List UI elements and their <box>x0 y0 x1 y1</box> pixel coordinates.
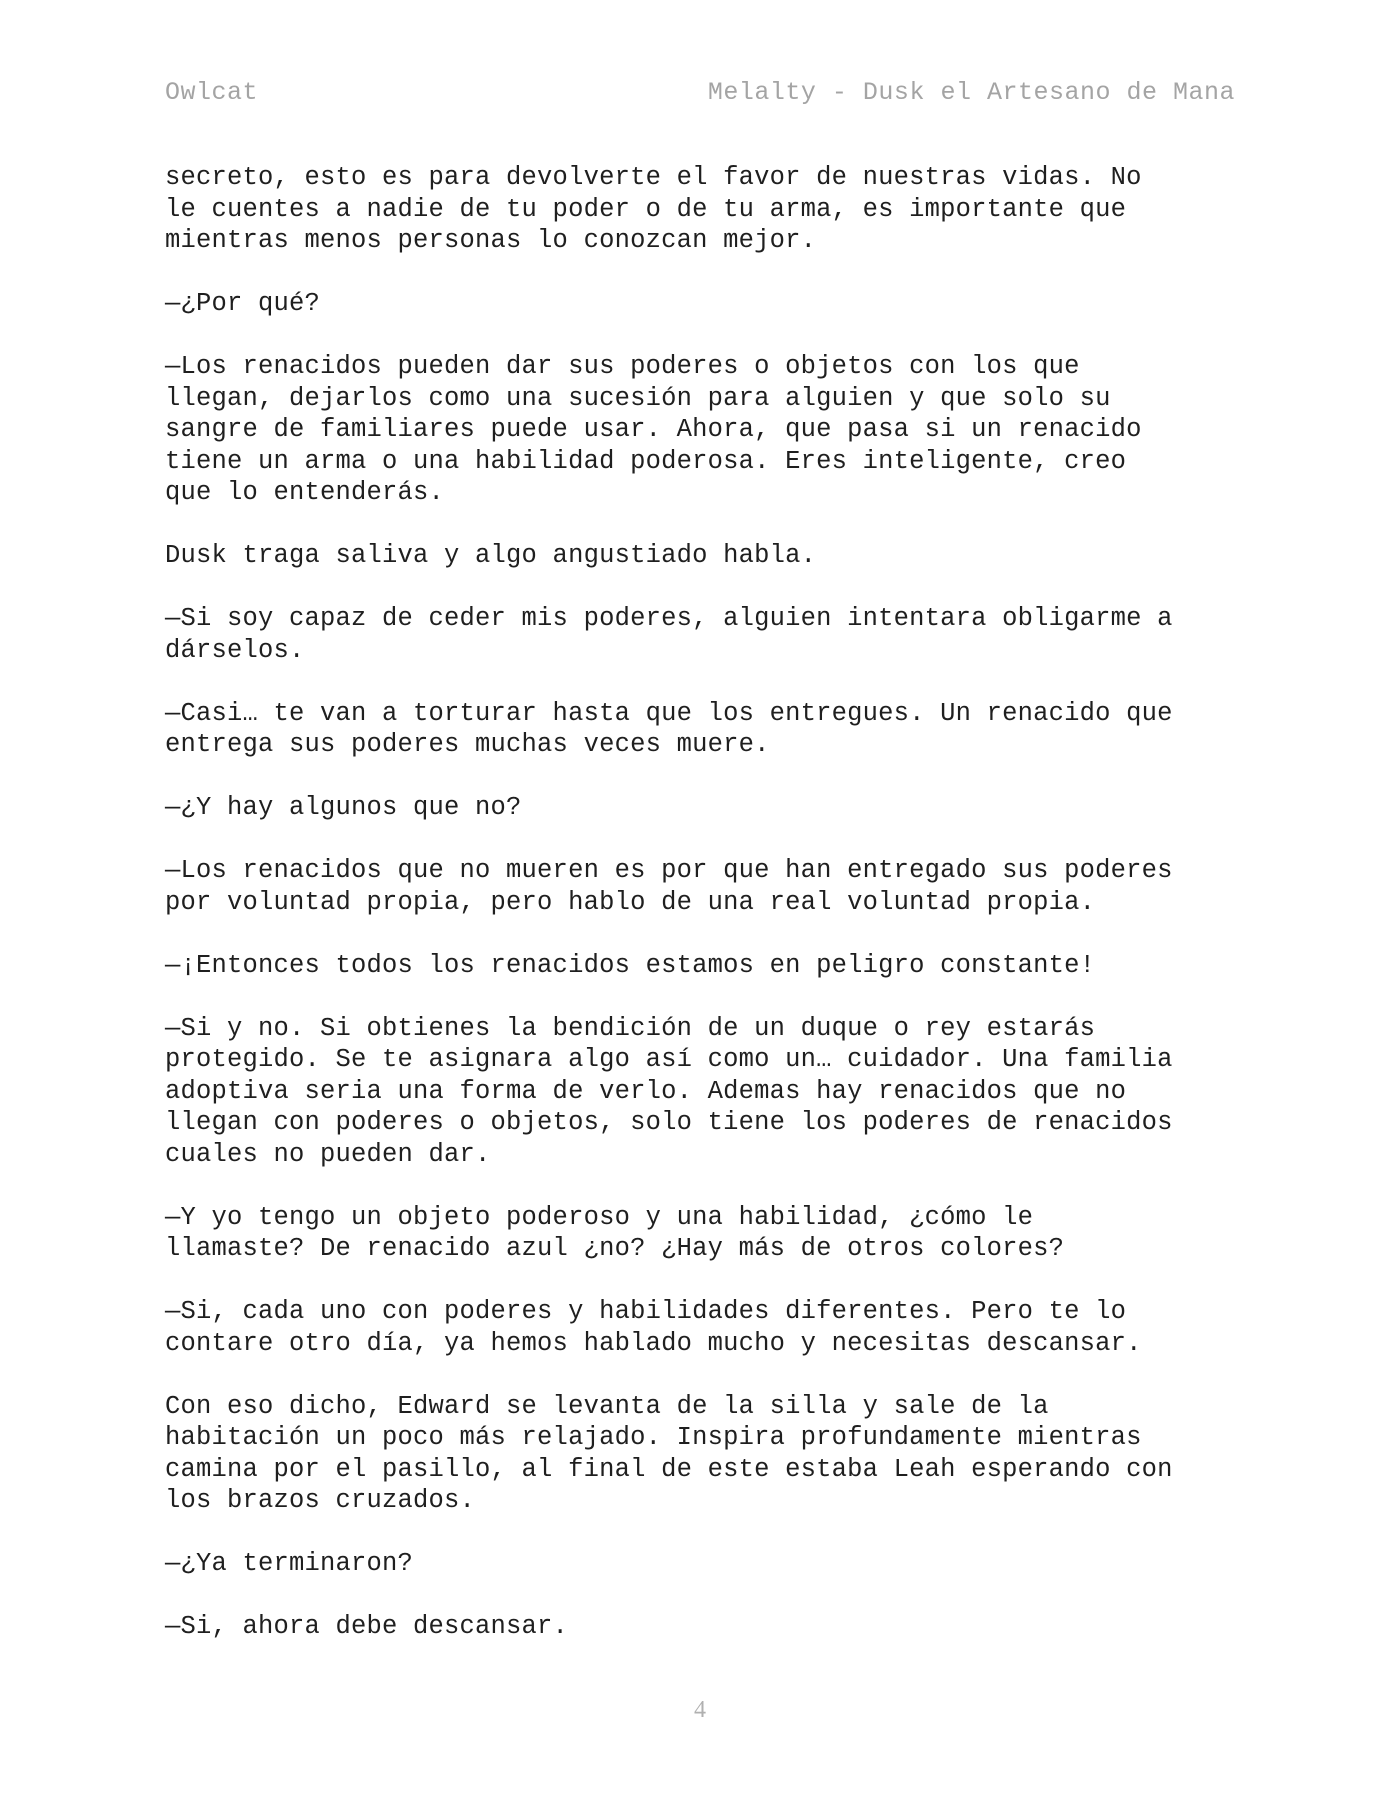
paragraph: —Los renacidos pueden dar sus poderes o objetos con los que llegan, dejarlos como una sucesión para alguien y que solo su sangre de familiares puede usar. Ahora, que pasa si un renacido tiene un arma o una habilidad poderosa. Eres inteligente, creo que lo entenderás. <box>165 352 1142 507</box>
paragraph: Con eso dicho, Edward se levanta de la silla y sale de la habitación un poco más relajado. Inspira profundamente mientras camina por el pasillo, al final de este estaba Leah esperando con los brazos cruzados. <box>165 1391 1173 1515</box>
paragraph: —¿Y hay algunos que no? <box>165 793 522 822</box>
paragraph: —Si y no. Si obtienes la bendición de un duque o rey estarás protegido. Se te asignara algo así como un… cuidador. Una familia adoptiva seria una forma de verlo. Ademas hay renacidos que no llegan con poderes o objetos, solo tiene los poderes de renacidos cuales no pueden dar. <box>165 1013 1173 1169</box>
body-text <box>165 162 1240 1674</box>
paragraph: —Si, cada uno con poderes y habilidades diferentes. Pero te lo contare otro día, ya hemos hablado mucho y necesitas descansar. <box>165 1297 1142 1358</box>
paragraph: —Los renacidos que no mueren es por que han entregado sus poderes por voluntad propia, pero hablo de una real voluntad propia. <box>165 856 1173 917</box>
header-author: Owlcat <box>165 78 259 107</box>
paragraph: Dusk traga saliva y algo angustiado habla. <box>165 541 817 570</box>
paragraph: secreto, esto es para devolverte el favor de nuestras vidas. No le cuentes a nadie de tu poder o de tu arma, es importante que mientras menos personas lo conozcan mejor. <box>165 163 1142 255</box>
paragraph: —Y yo tengo un objeto poderoso y una habilidad, ¿cómo le llamaste? De renacido azul ¿no? ¿Hay más de otros colores? <box>165 1202 1065 1263</box>
page-number: 4 <box>694 1697 706 1723</box>
paragraph: —¿Ya terminaron? <box>165 1549 414 1578</box>
paragraph: —¡Entonces todos los renacidos estamos en peligro constante! <box>165 950 1096 980</box>
header-title: Melalty - Dusk el Artesano de Mana <box>707 78 1235 107</box>
paragraph: —Si, ahora debe descansar. <box>165 1612 569 1641</box>
page-header <box>165 78 1235 118</box>
paragraph: —Si soy capaz de ceder mis poderes, alguien intentara obligarme a dárselos. <box>165 604 1173 665</box>
paragraph: —Casi… te van a torturar hasta que los entregues. Un renacido que entrega sus poderes muchas veces muere. <box>165 698 1173 759</box>
paragraph: —¿Por qué? <box>165 289 321 318</box>
